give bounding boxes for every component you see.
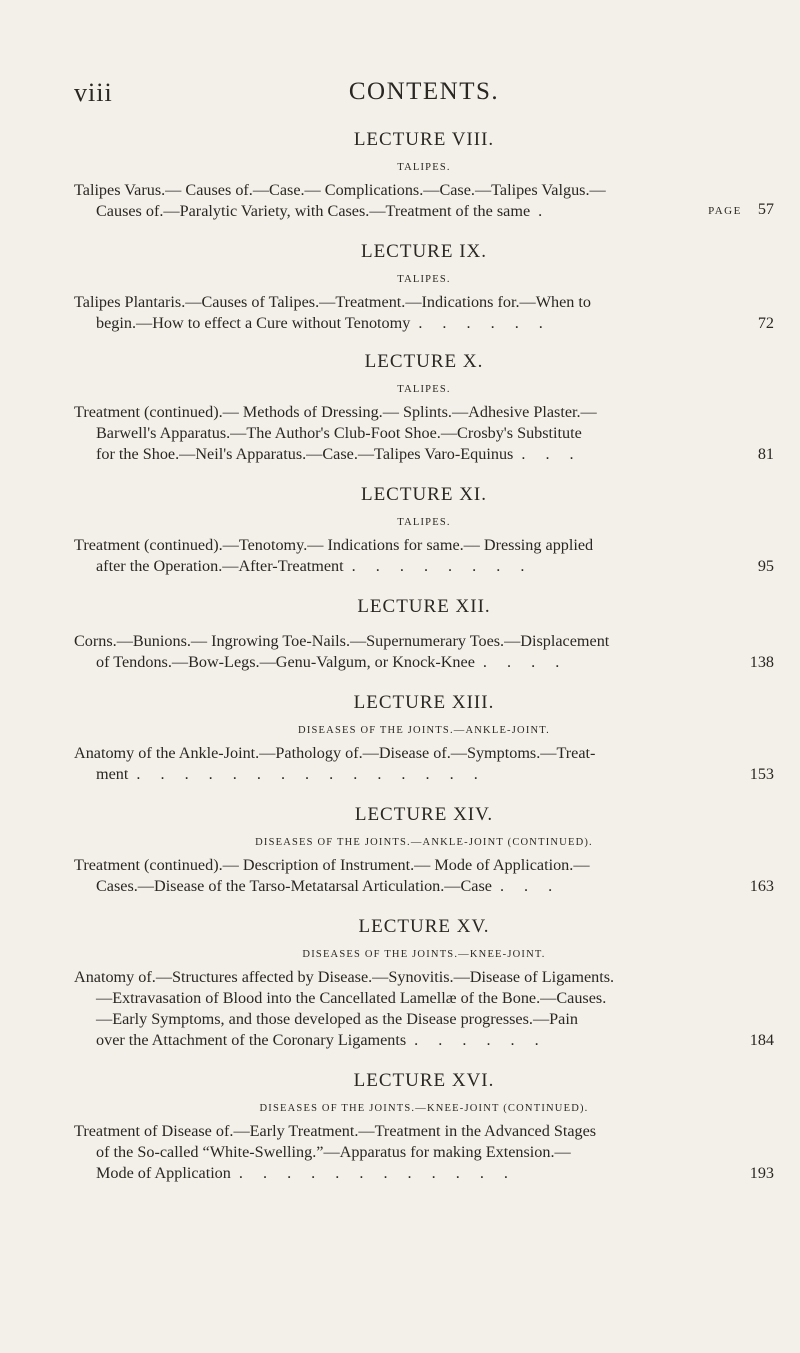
page-number <box>726 652 774 673</box>
summary-line <box>74 967 726 988</box>
page-number <box>726 444 774 465</box>
page-number-value: 138 <box>749 653 774 671</box>
summary-text: Anatomy of.—Structures affected by Disease.—Synovitis.—Disease of Ligaments. <box>74 968 615 986</box>
dot-leader: . . . <box>499 877 561 895</box>
dot-leader: . . . . . . . . . . . . . . . <box>136 765 486 783</box>
summary-line <box>74 402 726 423</box>
lecture-entry <box>74 595 774 673</box>
lecture-title: LECTURE XV. <box>358 916 490 937</box>
lecture-entry <box>74 483 774 577</box>
page-number-value: 193 <box>749 1164 774 1182</box>
lecture-entry <box>74 691 774 785</box>
summary-line <box>74 1163 726 1184</box>
summary-text: of Tendons.—Bow-Legs.—Genu-Valgum, or Knock-Knee <box>96 653 475 671</box>
summary-line <box>74 292 726 313</box>
lecture-title: LECTURE VIII. <box>353 129 495 150</box>
lecture-title: LECTURE XVI. <box>353 1070 495 1091</box>
dot-leader: . . . . . . . . . . . . <box>238 1164 516 1182</box>
summary-line <box>74 652 726 673</box>
lecture-subject: DISEASES OF THE JOINTS.—KNEE-JOINT. <box>302 949 546 960</box>
lecture-summary <box>74 631 774 673</box>
summary-line <box>74 855 726 876</box>
dot-leader: . <box>538 202 551 220</box>
summary-line <box>74 743 726 764</box>
lecture-summary <box>74 402 774 465</box>
page-number-value: 81 <box>757 445 774 463</box>
lecture-entry <box>74 915 774 1051</box>
summary-text: Anatomy of the Ankle-Joint.—Pathology of.—Disease of.—Symptoms.—Treat- <box>74 744 596 762</box>
lecture-title: LECTURE X. <box>364 351 484 372</box>
page-number-value: 72 <box>757 314 774 332</box>
summary-line <box>74 1009 726 1030</box>
lecture-summary <box>74 292 774 334</box>
summary-text: Treatment (continued).—Tenotomy.— Indications for same.— Dressing applied <box>74 536 594 554</box>
lecture-summary <box>74 855 774 897</box>
summary-text: begin.—How to effect a Cure without Tenotomy <box>96 314 411 332</box>
summary-line <box>74 180 726 201</box>
summary-text: Treatment (continued).— Methods of Dressing.— Splints.—Adhesive Plaster.— <box>74 403 597 421</box>
page-label: PAGE <box>708 205 742 217</box>
lecture-entry <box>74 803 774 897</box>
summary-line <box>74 556 726 577</box>
summary-text: Talipes Plantaris.—Causes of Talipes.—Treatment.—Indications for.—When to <box>74 293 591 311</box>
summary-text: of the So-called “White-Swelling.”—Apparatus for making Extension.— <box>96 1143 571 1161</box>
lecture-entry <box>74 1069 774 1184</box>
summary-line <box>74 764 726 785</box>
summary-text: Barwell's Apparatus.—The Author's Club-Foot Shoe.—Crosby's Substitute <box>96 424 582 442</box>
summary-text: after the Operation.—After-Treatment <box>96 557 344 575</box>
summary-line <box>74 1030 726 1051</box>
summary-text: Causes of.—Paralytic Variety, with Cases.—Treatment of the same <box>96 202 531 220</box>
lecture-title: LECTURE XII. <box>357 596 491 617</box>
summary-line <box>74 201 726 222</box>
page-number <box>726 1030 774 1051</box>
summary-line <box>74 1121 726 1142</box>
dot-leader: . . . . . . . . <box>351 557 533 575</box>
page-number <box>726 313 774 334</box>
summary-line <box>74 535 726 556</box>
page-number-value: 57 <box>757 200 774 218</box>
page-number <box>726 1163 774 1184</box>
page-number <box>726 876 774 897</box>
summary-line <box>74 876 726 897</box>
lecture-subject: TALIPES. <box>397 162 451 173</box>
page-number-value: 95 <box>757 557 774 575</box>
lecture-subject: TALIPES. <box>397 517 451 528</box>
page-number-value: 184 <box>749 1031 774 1049</box>
lecture-title: LECTURE XI. <box>360 484 488 505</box>
lecture-entry <box>74 350 774 465</box>
lecture-title: LECTURE IX. <box>360 241 488 262</box>
summary-text: Corns.—Bunions.— Ingrowing Toe-Nails.—Supernumerary Toes.—Displacement <box>74 632 610 650</box>
summary-text: Talipes Varus.— Causes of.—Case.— Complications.—Case.—Talipes Valgus.— <box>74 181 606 199</box>
summary-text: Treatment of Disease of.—Early Treatment.—Treatment in the Advanced Stages <box>74 1122 597 1140</box>
page-number <box>726 764 774 785</box>
summary-text: over the Attachment of the Coronary Ligaments <box>96 1031 407 1049</box>
lecture-summary <box>74 1121 774 1184</box>
summary-text: —Early Symptoms, and those developed as the Disease progresses.—Pain <box>96 1010 578 1028</box>
summary-text: Treatment (continued).— Description of Instrument.— Mode of Application.— <box>74 856 590 874</box>
lecture-title: LECTURE XIII. <box>353 692 495 713</box>
dot-leader: . . . . . . <box>418 314 551 332</box>
page-number-value: 153 <box>749 765 774 783</box>
summary-line <box>74 1142 726 1163</box>
lecture-title: LECTURE XIV. <box>354 804 494 825</box>
contents-list <box>74 128 774 1184</box>
lecture-subject: DISEASES OF THE JOINTS.—ANKLE-JOINT. <box>298 725 550 736</box>
lecture-summary <box>74 535 774 577</box>
page-header <box>74 78 774 112</box>
summary-line <box>74 631 726 652</box>
summary-text: for the Shoe.—Neil's Apparatus.—Case.—Talipes Varo-Equinus <box>96 445 514 463</box>
lecture-subject: DISEASES OF THE JOINTS.—KNEE-JOINT (CONTINUED). <box>259 1103 589 1114</box>
lecture-subject: TALIPES. <box>397 274 451 285</box>
summary-text: Cases.—Disease of the Tarso-Metatarsal Articulation.—Case <box>96 877 492 895</box>
page-number-value: 163 <box>749 877 774 895</box>
summary-text: ment <box>96 765 129 783</box>
running-head: CONTENTS. <box>348 78 500 105</box>
lecture-entry <box>74 128 774 222</box>
dot-leader: . . . <box>521 445 582 463</box>
page-number <box>664 199 774 222</box>
summary-line <box>74 444 726 465</box>
lecture-summary <box>74 743 774 785</box>
summary-line <box>74 423 726 444</box>
page-number <box>726 556 774 577</box>
summary-text: Mode of Application <box>96 1164 231 1182</box>
lecture-subject: TALIPES. <box>397 384 451 395</box>
summary-text: —Extravasation of Blood into the Cancellated Lamellæ of the Bone.—Causes. <box>96 989 607 1007</box>
summary-line <box>74 313 726 334</box>
lecture-summary <box>74 967 774 1051</box>
dot-leader: . . . . <box>482 653 568 671</box>
lecture-entry <box>74 240 774 334</box>
summary-line <box>74 988 726 1009</box>
lecture-subject: DISEASES OF THE JOINTS.—ANKLE-JOINT (CONTINUED). <box>255 837 593 848</box>
lecture-summary <box>74 180 774 222</box>
page-folio: viii <box>74 78 113 107</box>
dot-leader: . . . . . . <box>414 1031 547 1049</box>
